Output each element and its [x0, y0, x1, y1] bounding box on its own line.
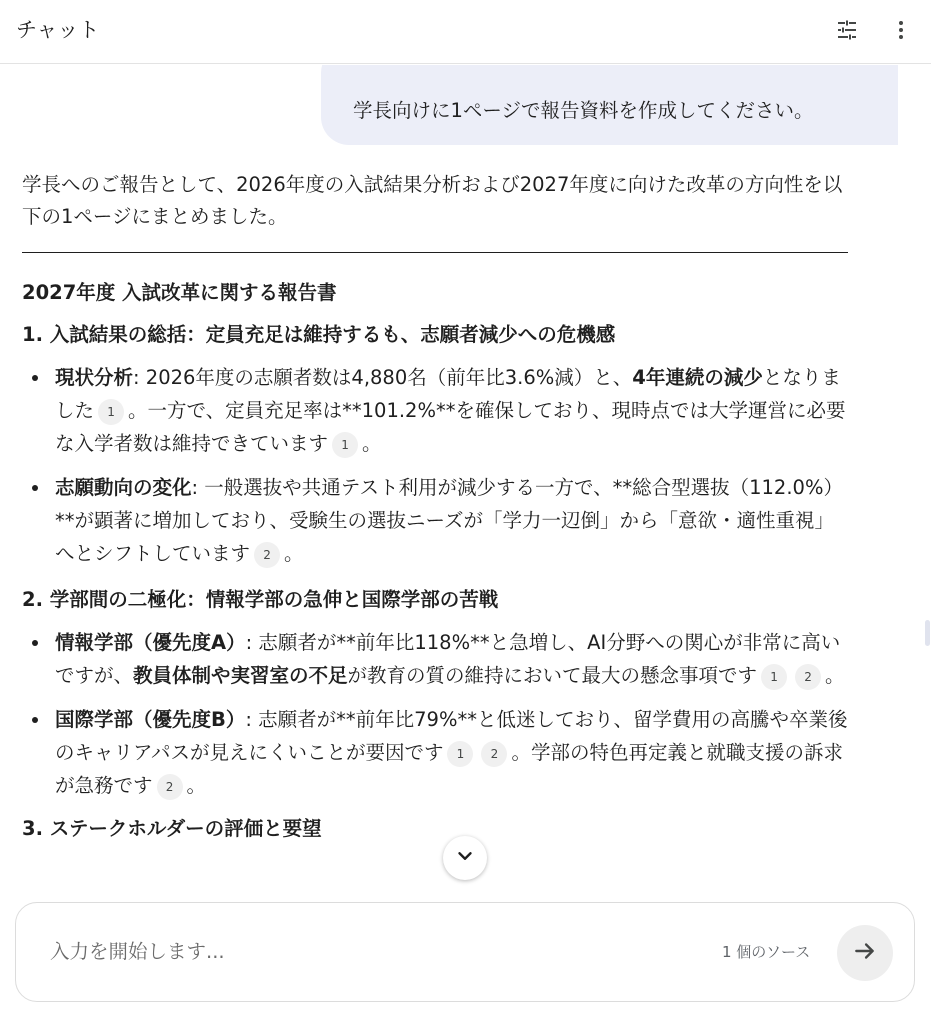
- chat-scroll-area[interactable]: [0, 65, 931, 900]
- item-text: : 志願者が**前年比79%**と低迷しており、留学費用の高騰や卒業後のキャリアパスが見えにくいことが要因です: [55, 708, 848, 764]
- item-label: 国際学部（優先度B）: [55, 708, 246, 731]
- message-input[interactable]: 入力を開始します...: [50, 940, 225, 963]
- item-text: 。: [284, 542, 304, 565]
- bullet: [32, 375, 38, 381]
- user-message-text: 学長向けに1ページで報告資料を作成してください。: [353, 99, 814, 122]
- source-count: 1 個のソース: [722, 943, 811, 961]
- list-item: [22, 471, 850, 570]
- report-title: 2027年度 入試改革に関する報告書: [22, 281, 337, 304]
- list-item: [22, 361, 850, 460]
- item-text: となりました: [55, 366, 841, 422]
- item-text: : 2026年度の志願者数は4,880名（前年比3.6%減）と、: [133, 366, 633, 389]
- bullet: [32, 717, 38, 723]
- user-message: [321, 65, 898, 145]
- bullet: [32, 485, 38, 491]
- citation-chip[interactable]: 2: [795, 664, 821, 690]
- message-composer: [15, 902, 915, 1002]
- scroll-to-bottom-button[interactable]: [443, 836, 487, 880]
- item-emphasis: 教員体制や実習室の不足: [133, 664, 348, 687]
- item-emphasis: 4年連続の減少: [632, 366, 763, 389]
- item-text: : 一般選抜や共通テスト利用が減少する一方で、**総合型選抜（112.0%）**が顕著に増加しており、受験生の選抜ニーズが「学力一辺倒」から「意欲・適性重視」へとシフトしています: [55, 476, 843, 565]
- more-vert-icon: [889, 18, 913, 46]
- item-text: 。学部の特色再定義と就職支援の訴求が急務です: [55, 741, 843, 797]
- section-1-list: [22, 361, 850, 570]
- reply-intro: 学長へのご報告として、2026年度の入試結果分析および2027年度に向けた改革の方向性を以下の1ページにまとめました。: [22, 173, 843, 228]
- item-label: 現状分析: [55, 366, 134, 389]
- item-label: 情報学部（優先度A）: [55, 631, 246, 654]
- item-text: が教育の質の維持において最大の懸念事項です: [347, 664, 758, 687]
- item-label: 志願動向の変化: [55, 476, 192, 499]
- divider: [22, 252, 848, 253]
- list-item: [22, 703, 850, 802]
- citation-chip[interactable]: 1: [447, 741, 473, 767]
- list-item: [22, 626, 850, 692]
- citation-chip[interactable]: 2: [481, 741, 507, 767]
- chat-header: [0, 0, 931, 64]
- section-heading-3: 3. ステークホルダーの評価と要望: [22, 817, 322, 840]
- section-heading-1: 1. 入試結果の総括：定員充足は維持するも、志願者減少への危機感: [22, 323, 616, 346]
- citation-chip[interactable]: 1: [332, 432, 358, 458]
- section-2-list: [22, 626, 850, 802]
- citation-chip[interactable]: 1: [761, 664, 787, 690]
- chat-title: チャット: [16, 18, 100, 42]
- item-text: : 志願者が**前年比118%**と急増し、AI分野への関心が非常に高いですが、: [55, 631, 841, 687]
- bullet: [32, 640, 38, 646]
- send-button[interactable]: [837, 925, 893, 981]
- tune-icon: [835, 18, 859, 46]
- item-text: 。: [825, 664, 845, 687]
- scrollbar-thumb[interactable]: [925, 620, 930, 646]
- citation-chip[interactable]: 1: [98, 399, 124, 425]
- item-text: 。: [186, 774, 207, 797]
- citation-chip[interactable]: 2: [254, 542, 280, 568]
- item-text: 。: [362, 432, 382, 455]
- arrow-right-icon: [852, 938, 878, 968]
- chat-settings-button[interactable]: [827, 12, 867, 52]
- chevron-down-icon: [454, 845, 476, 871]
- item-text: 。一方で、定員充足率は**101.2%**を確保しており、現時点では大学運営に必要な入学者数は維持できています: [55, 399, 846, 455]
- assistant-reply: [22, 169, 850, 845]
- citation-chip[interactable]: 2: [157, 774, 183, 800]
- more-options-button[interactable]: [881, 12, 921, 52]
- section-heading-2: 2. 学部間の二極化：情報学部の急伸と国際学部の苦戦: [22, 588, 499, 611]
